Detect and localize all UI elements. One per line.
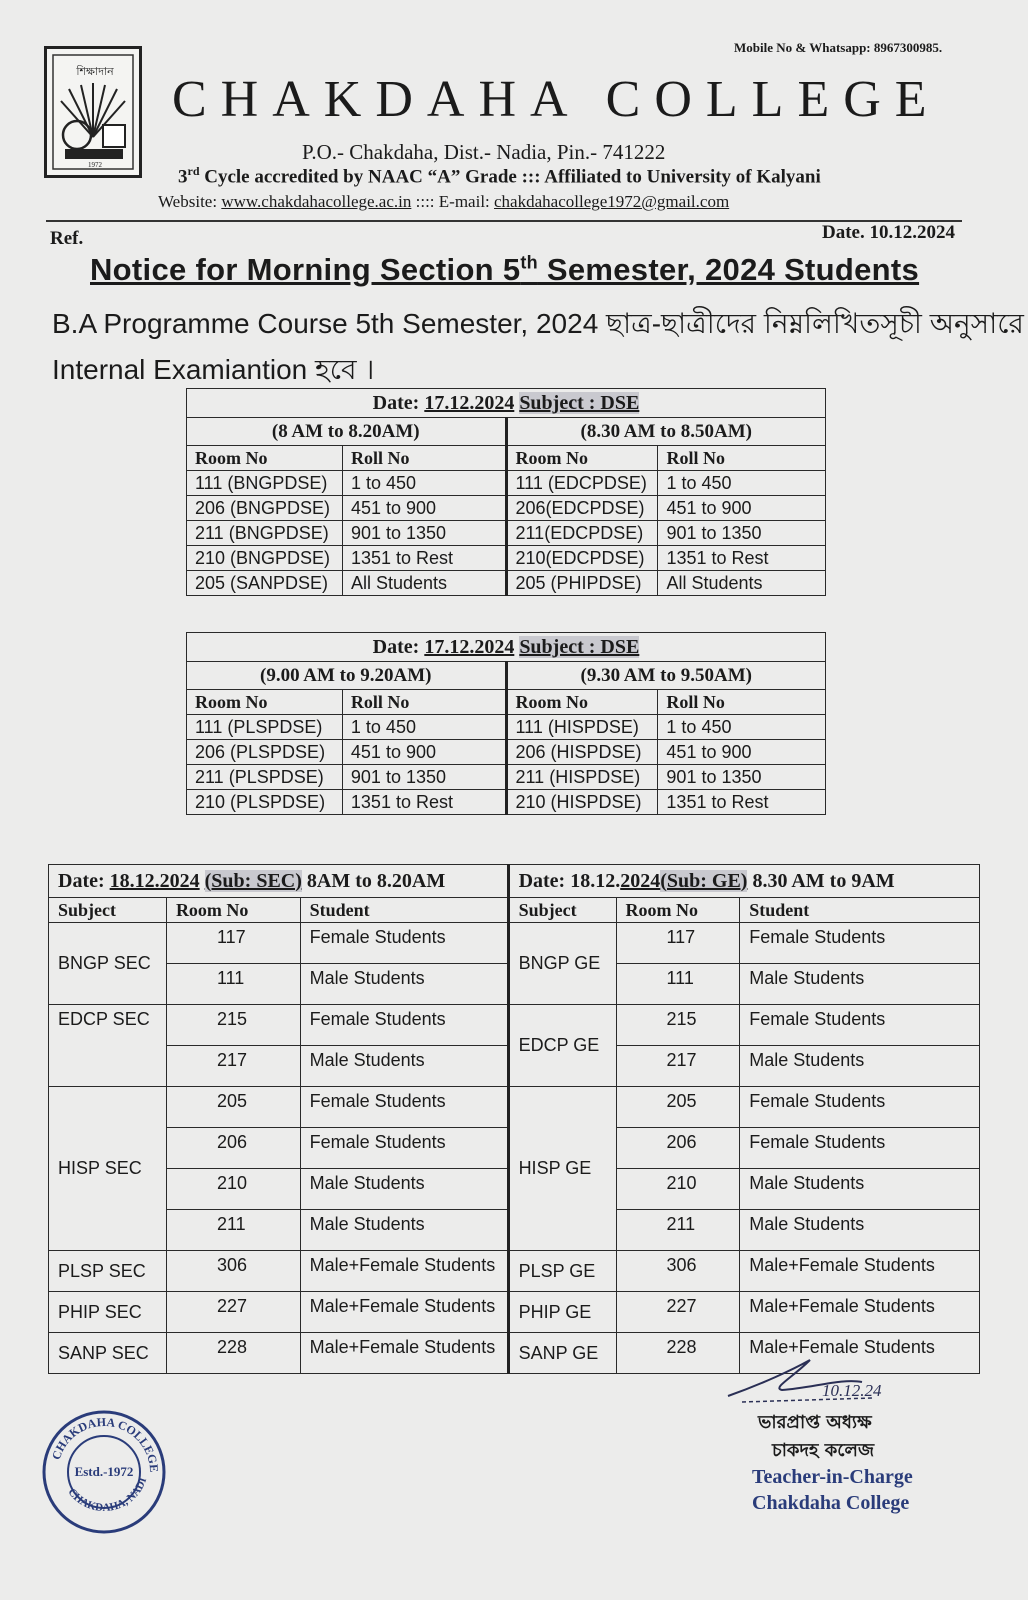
svg-text:CHAKDAHA, NADIA: CHAKDAHA, NADI [65, 1476, 150, 1515]
time-slot-left: (9.00 AM to 9.20AM) [187, 662, 507, 690]
college-logo [44, 46, 142, 178]
sec-ge-schedule-table [48, 864, 980, 1374]
signature [722, 1348, 942, 1413]
table-row [187, 521, 826, 546]
column-header: Room No [187, 690, 343, 715]
column-header: Room No [506, 690, 658, 715]
table-row [187, 546, 826, 571]
student-cell: Female Students [300, 1087, 508, 1128]
roll-cell: 451 to 900 [342, 740, 506, 765]
student-cell: Male+Female Students [740, 1251, 980, 1292]
room-cell: 211 [166, 1210, 300, 1251]
room-cell: 111 (PLSPDSE) [187, 715, 343, 740]
roll-cell: 901 to 1350 [658, 521, 826, 546]
student-cell: Male Students [740, 1210, 980, 1251]
column-header: Room No [166, 898, 300, 923]
column-header: Roll No [342, 446, 506, 471]
svg-text:10.12.24: 10.12.24 [822, 1381, 882, 1400]
ge-header: Date: 18.12.2024(Sub: GE) 8.30 AM to 9AM [508, 865, 979, 898]
reference-label: Ref. [50, 228, 84, 249]
room-cell: 111 [166, 964, 300, 1005]
subject-cell: PHIP SEC [49, 1292, 167, 1333]
subject-cell: HISP SEC [49, 1087, 167, 1251]
contact-line: Website: www.chakdahacollege.ac.in :::: E-mail: chakdahacollege1972@gmail.com [158, 192, 730, 211]
room-cell: 206 [166, 1128, 300, 1169]
student-cell: Female Students [300, 923, 508, 964]
student-cell: Male+Female Students [300, 1251, 508, 1292]
room-cell: 228 [166, 1333, 300, 1374]
subject-cell: EDCP SEC [49, 1005, 167, 1087]
dse-schedule-table-2 [186, 632, 826, 815]
room-cell: 111 (EDCPDSE) [506, 471, 658, 496]
student-cell: Female Students [740, 1005, 980, 1046]
room-cell: 210 (BNGPDSE) [187, 546, 343, 571]
room-cell: 206 (HISPDSE) [506, 740, 658, 765]
student-cell: Male Students [740, 1046, 980, 1087]
room-cell: 217 [166, 1046, 300, 1087]
room-cell: 306 [616, 1251, 740, 1292]
roll-cell: 1 to 450 [342, 715, 506, 740]
column-header: Subject [508, 898, 616, 923]
room-cell: 211 (BNGPDSE) [187, 521, 343, 546]
subject-cell: PLSP SEC [49, 1251, 167, 1292]
signatory-title: Teacher-in-Charge [752, 1466, 913, 1488]
student-cell: Male Students [740, 1169, 980, 1210]
student-cell: Male Students [300, 964, 508, 1005]
table-row [187, 496, 826, 521]
time-slot-left: (8 AM to 8.20AM) [187, 418, 507, 446]
subject-cell: BNGP GE [508, 923, 616, 1005]
student-cell: Male+Female Students [300, 1292, 508, 1333]
mobile-number: Mobile No & Whatsapp: 8967300985. [734, 40, 943, 55]
roll-cell: 901 to 1350 [342, 765, 506, 790]
svg-text:Estd.-1972: Estd.-1972 [74, 1464, 134, 1479]
handwritten-signature-icon [722, 1348, 942, 1408]
website-link[interactable]: www.chakdahacollege.ac.in [221, 192, 412, 211]
room-cell: 206 [616, 1128, 740, 1169]
student-cell: Male+Female Students [740, 1333, 980, 1374]
room-cell: 205 [616, 1087, 740, 1128]
column-header: Roll No [658, 446, 826, 471]
notice-intro-line2: Internal Examiantion হবে । [52, 354, 375, 385]
college-emblem-icon [47, 49, 139, 175]
room-cell: 227 [166, 1292, 300, 1333]
student-cell: Male Students [740, 964, 980, 1005]
time-slot-right: (9.30 AM to 9.50AM) [506, 662, 826, 690]
student-cell: Male+Female Students [740, 1292, 980, 1333]
notice-intro-line1: B.A Programme Course 5th Semester, 2024 ছাত্র-ছাত্রীদের নিম্নলিখিতসূচী অনুসারে [52, 308, 1024, 339]
student-cell: Female Students [740, 923, 980, 964]
student-cell: Female Students [740, 1128, 980, 1169]
table-row [49, 1251, 980, 1292]
time-slot-right: (8.30 AM to 8.50AM) [506, 418, 826, 446]
column-header: Room No [616, 898, 740, 923]
room-cell: 211 (HISPDSE) [506, 765, 658, 790]
svg-text:CHAKDAHA COLLEGE: CHAKDAHA COLLEGE [48, 1414, 162, 1473]
college-address: P.O.- Chakdaha, Dist.- Nadia, Pin.- 741222 [302, 140, 666, 164]
room-cell: 227 [616, 1292, 740, 1333]
roll-cell: All Students [658, 571, 826, 596]
subject-cell: HISP GE [508, 1087, 616, 1251]
roll-cell: 1 to 450 [658, 715, 826, 740]
student-cell: Female Students [300, 1128, 508, 1169]
signatory-title-bengali: ভারপ্রাপ্ত অধ্যক্ষ [758, 1412, 872, 1433]
roll-cell: 451 to 900 [658, 740, 826, 765]
room-cell: 206 (BNGPDSE) [187, 496, 343, 521]
roll-cell: 1351 to Rest [342, 790, 506, 815]
accreditation-line: 3rd Cycle accredited by NAAC “A” Grade ::: Affiliated to University of Kalyani [178, 164, 821, 188]
student-cell: Female Students [300, 1005, 508, 1046]
room-cell: 205 (PHIPDSE) [506, 571, 658, 596]
column-header: Student [300, 898, 508, 923]
table-header: Date: 17.12.2024 Subject : DSE [187, 633, 826, 662]
seal-stamp-icon [40, 1408, 168, 1536]
room-cell: 210 [616, 1169, 740, 1210]
subject-cell: SANP GE [508, 1333, 616, 1374]
room-cell: 111 (BNGPDSE) [187, 471, 343, 496]
notice-date: Date. 10.12.2024 [822, 222, 955, 243]
svg-text:1972: 1972 [88, 161, 102, 169]
room-cell: 215 [166, 1005, 300, 1046]
room-cell: 211(EDCPDSE) [506, 521, 658, 546]
column-header: Room No [506, 446, 658, 471]
column-header: Roll No [658, 690, 826, 715]
room-cell: 210 (HISPDSE) [506, 790, 658, 815]
svg-text:শিক্ষাদান: শিক্ষাদান [76, 65, 114, 78]
student-cell: Male Students [300, 1169, 508, 1210]
college-name: CHAKDAHA COLLEGE [172, 71, 941, 128]
room-cell: 206 (PLSPDSE) [187, 740, 343, 765]
college-seal [40, 1408, 168, 1541]
room-cell: 217 [616, 1046, 740, 1087]
room-cell: 206(EDCPDSE) [506, 496, 658, 521]
room-cell: 306 [166, 1251, 300, 1292]
table-row [187, 765, 826, 790]
roll-cell: 1351 to Rest [342, 546, 506, 571]
table-row [187, 715, 826, 740]
subject-cell: EDCP GE [508, 1005, 616, 1087]
table-row [49, 923, 980, 964]
column-header: Room No [187, 446, 343, 471]
table-row [187, 571, 826, 596]
student-cell: Female Students [740, 1087, 980, 1128]
subject-cell: SANP SEC [49, 1333, 167, 1374]
table-row [187, 790, 826, 815]
column-header: Roll No [342, 690, 506, 715]
roll-cell: 1351 to Rest [658, 790, 826, 815]
email-link[interactable]: chakdahacollege1972@gmail.com [494, 192, 730, 211]
roll-cell: 451 to 900 [658, 496, 826, 521]
roll-cell: 1351 to Rest [658, 546, 826, 571]
table-header: Date: 17.12.2024 Subject : DSE [187, 389, 826, 418]
room-cell: 210 (PLSPDSE) [187, 790, 343, 815]
room-cell: 228 [616, 1333, 740, 1374]
roll-cell: 451 to 900 [342, 496, 506, 521]
student-cell: Male+Female Students [300, 1333, 508, 1374]
subject-cell: BNGP SEC [49, 923, 167, 1005]
subject-cell: PHIP GE [508, 1292, 616, 1333]
table-row [49, 1292, 980, 1333]
table-row [49, 1087, 980, 1128]
table-row [187, 471, 826, 496]
roll-cell: 1 to 450 [342, 471, 506, 496]
column-header: Subject [49, 898, 167, 923]
roll-cell: 901 to 1350 [342, 521, 506, 546]
roll-cell: All Students [342, 571, 506, 596]
room-cell: 205 (SANPDSE) [187, 571, 343, 596]
table-row [49, 1005, 980, 1046]
room-cell: 210(EDCPDSE) [506, 546, 658, 571]
room-cell: 205 [166, 1087, 300, 1128]
room-cell: 117 [616, 923, 740, 964]
student-cell: Male Students [300, 1210, 508, 1251]
dse-schedule-table-1 [186, 388, 826, 596]
column-header: Student [740, 898, 980, 923]
signatory-college-bengali: চাকদহ কলেজ [772, 1440, 875, 1461]
room-cell: 111 [616, 964, 740, 1005]
room-cell: 211 (PLSPDSE) [187, 765, 343, 790]
room-cell: 117 [166, 923, 300, 964]
room-cell: 210 [166, 1169, 300, 1210]
roll-cell: 1 to 450 [658, 471, 826, 496]
sec-header: Date: 18.12.2024 (Sub: SEC) 8AM to 8.20AM [49, 865, 509, 898]
signatory-college: Chakdaha College [752, 1492, 910, 1514]
room-cell: 215 [616, 1005, 740, 1046]
roll-cell: 901 to 1350 [658, 765, 826, 790]
notice-title: Notice for Morning Section 5th Semester, 2024 Students [90, 252, 920, 287]
room-cell: 111 (HISPDSE) [506, 715, 658, 740]
table-row [187, 740, 826, 765]
subject-cell: PLSP GE [508, 1251, 616, 1292]
room-cell: 211 [616, 1210, 740, 1251]
student-cell: Male Students [300, 1046, 508, 1087]
